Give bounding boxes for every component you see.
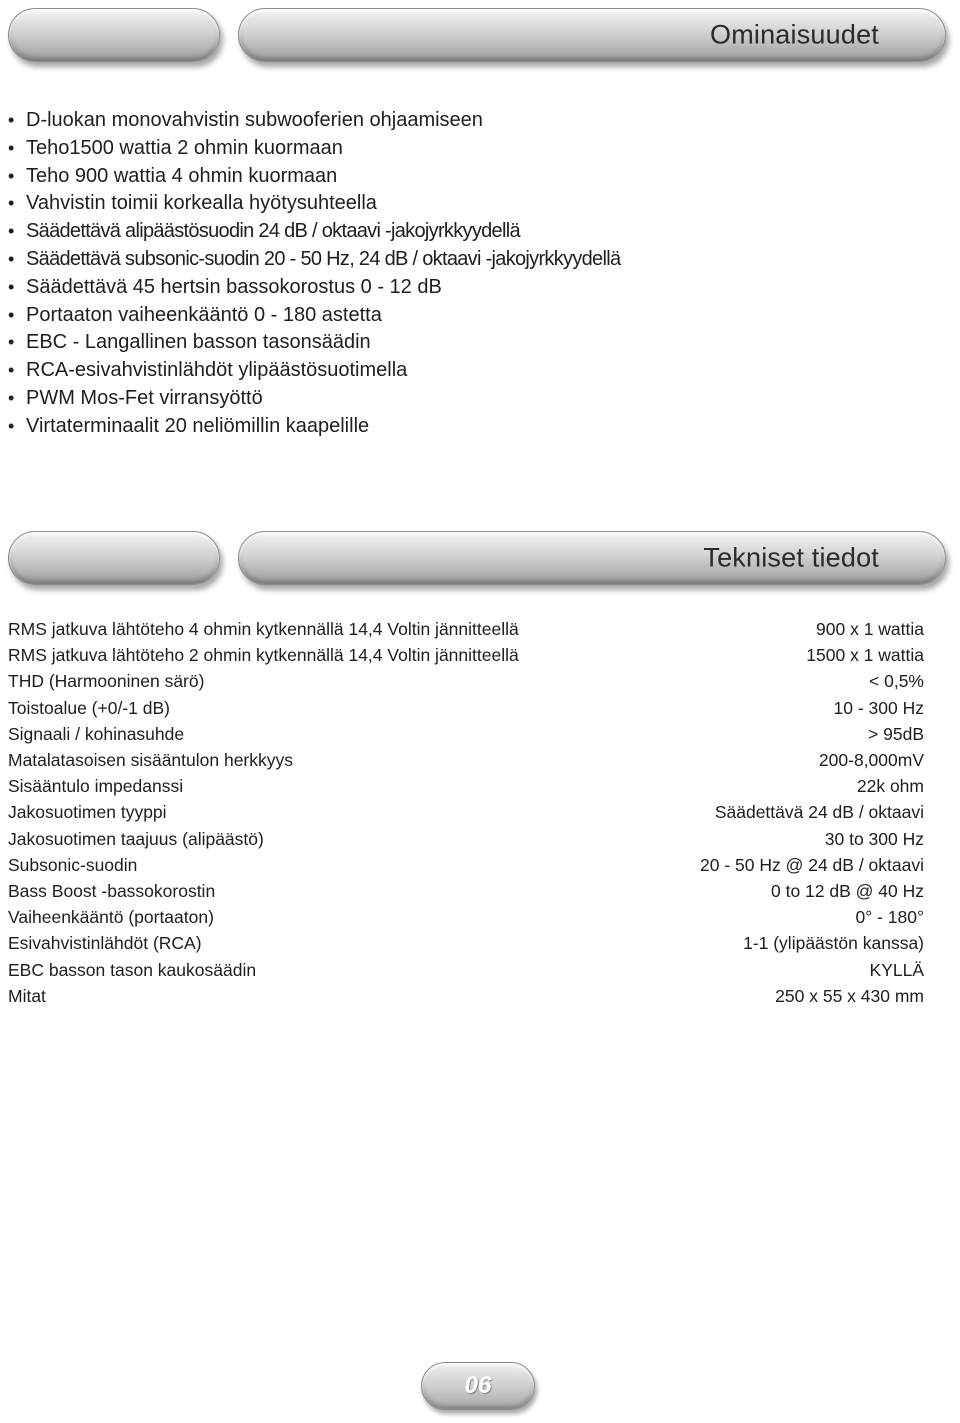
- spec-row: [8, 695, 924, 721]
- spec-row: [8, 747, 924, 773]
- spec-value: 200-8,000mV: [818, 750, 924, 771]
- spec-label: Jakosuotimen taajuus (alipäästö): [8, 828, 264, 849]
- spec-label: Mitat: [8, 985, 46, 1006]
- spec-value: 20 - 50 Hz @ 24 dB / oktaavi: [700, 854, 924, 875]
- feature-item: • EBC - Langallinen basson tasonsäädin: [8, 331, 371, 354]
- spec-row: [8, 852, 924, 878]
- spec-row: [8, 642, 924, 668]
- spec-label: Vaiheenkääntö (portaaton): [8, 907, 214, 928]
- feature-item: • Teho 900 wattia 4 ohmin kuormaan: [8, 164, 338, 187]
- feature-item: • D-luokan monovahvistin subwooferien ohjaamiseen: [8, 109, 483, 131]
- spec-row: [8, 773, 924, 799]
- spec-label: EBC basson tason kaukosäädin: [8, 959, 257, 980]
- spec-label: Sisääntulo impedanssi: [8, 776, 184, 797]
- spec-value: > 95dB: [868, 723, 924, 744]
- feature-item: • Virtaterminaalit 20 neliömillin kaapelille: [8, 414, 370, 437]
- spec-value: < 0,5%: [869, 671, 924, 692]
- spec-row: [8, 930, 924, 956]
- spec-row: [8, 904, 924, 930]
- spec-label: Bass Boost -bassokorostin: [8, 881, 216, 902]
- spec-label: Matalatasoisen sisääntulon herkkyys: [8, 750, 294, 771]
- spec-value: 900 x 1 wattia: [816, 619, 924, 639]
- spec-value: 10 - 300 Hz: [833, 697, 924, 718]
- spec-row: [8, 983, 924, 1009]
- feature-item: • Teho1500 wattia 2 ohmin kuormaan: [8, 136, 343, 159]
- spec-value: 250 x 55 x 430 mm: [775, 985, 924, 1006]
- spec-value: 0° - 180°: [855, 907, 924, 928]
- specs-header-bar: [238, 531, 946, 585]
- specs-table: [8, 616, 924, 1009]
- feature-item: • PWM Mos-Fet virransyöttö: [8, 386, 263, 409]
- spec-label: THD (Harmooninen särö): [8, 671, 205, 692]
- header-pill-decoration: [8, 8, 220, 62]
- features-header-bar: [238, 8, 946, 62]
- feature-item: • RCA-esivahvistinlähdöt ylipäästösuotimella: [8, 359, 408, 382]
- spec-row: [8, 878, 924, 904]
- page-number: 06: [464, 1372, 492, 1399]
- feature-item: • Säädettävä subsonic-suodin 20 - 50 Hz, 24 dB / oktaavi -jakojyrkkyydellä: [8, 247, 621, 270]
- spec-label: RMS jatkuva lähtöteho 2 ohmin kytkennällä 14,4 Voltin jännitteellä: [8, 645, 519, 666]
- features-title: Ominaisuudet: [710, 19, 879, 50]
- spec-row: [8, 799, 924, 825]
- spec-value: 1-1 (ylipäästön kanssa): [743, 933, 924, 954]
- spec-value: Säädettävä 24 dB / oktaavi: [714, 802, 924, 823]
- spec-row: [8, 826, 924, 852]
- spec-label: Jakosuotimen tyyppi: [8, 802, 167, 823]
- spec-value: 30 to 300 Hz: [824, 828, 924, 849]
- features-list: [8, 107, 908, 441]
- spec-value: KYLLÄ: [869, 959, 924, 980]
- spec-label: Esivahvistinlähdöt (RCA): [8, 933, 202, 954]
- header-pill-decoration: [8, 531, 220, 585]
- feature-item: • Vahvistin toimii korkealla hyötysuhteella: [8, 192, 377, 215]
- spec-row: [8, 957, 924, 983]
- feature-item: • Säädettävä 45 hertsin bassokorostus 0 - 12 dB: [8, 275, 442, 298]
- spec-value: 1500 x 1 wattia: [806, 645, 924, 666]
- spec-row: [8, 616, 924, 642]
- spec-row: [8, 721, 924, 747]
- spec-value: 22k ohm: [856, 776, 924, 797]
- spec-value: 0 to 12 dB @ 40 Hz: [771, 881, 924, 902]
- spec-label: RMS jatkuva lähtöteho 4 ohmin kytkennällä 14,4 Voltin jännitteellä: [8, 619, 519, 639]
- spec-row: [8, 668, 924, 694]
- spec-label: Signaali / kohinasuhde: [8, 723, 185, 744]
- spec-label: Subsonic-suodin: [8, 854, 138, 875]
- spec-label: Toistoalue (+0/-1 dB): [8, 697, 170, 718]
- page-number-badge: [421, 1362, 535, 1410]
- specs-title: Tekniset tiedot: [703, 542, 879, 573]
- feature-item: • Portaaton vaiheenkääntö 0 - 180 astetta: [8, 303, 382, 326]
- feature-item: • Säädettävä alipäästösuodin 24 dB / oktaavi -jakojyrkkyydellä: [8, 220, 520, 243]
